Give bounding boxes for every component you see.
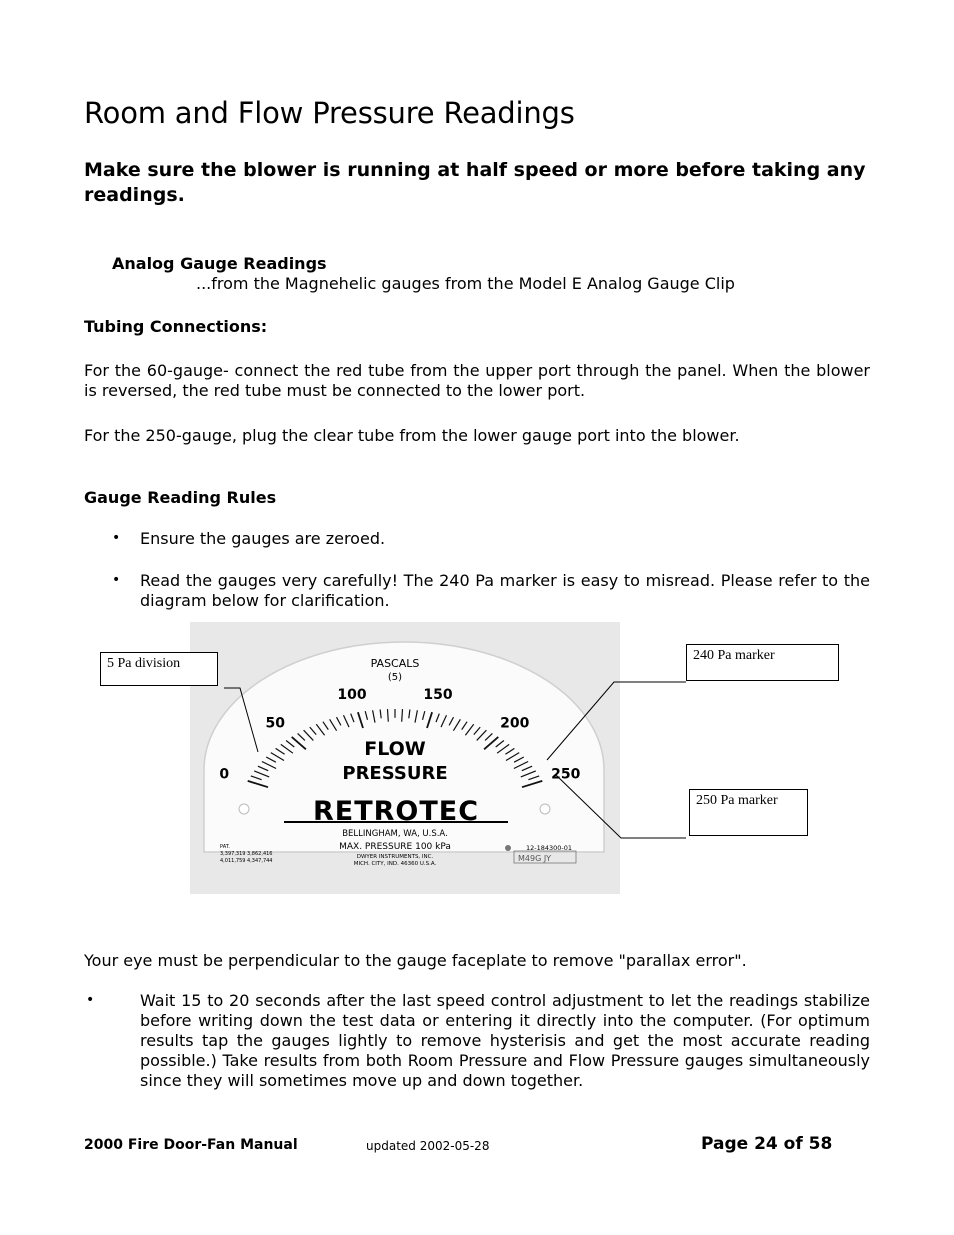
units-sub: (5) (387, 672, 403, 683)
maker-line-2: MICH. CITY, IND. 46360 U.S.A. (353, 861, 437, 867)
gauge-pressure-text: PRESSURE (342, 763, 448, 784)
parallax-note: Your eye must be perpendicular to the gauge faceplate to remove "parallax error". (84, 951, 747, 970)
scale-label: 250 (551, 766, 581, 783)
footer-page-number: Page 24 of 58 (701, 1134, 833, 1154)
location-text: BELLINGHAM, WA, U.S.A. (342, 829, 448, 839)
rule-item: Read the gauges very carefully! The 240 Pa marker is easy to misread. Please refer to the diagram below for clarification. (140, 571, 870, 610)
maker-line-1: DWYER INSTRUMENTS, INC. (356, 854, 434, 860)
analog-heading: Analog Gauge Readings (112, 254, 327, 273)
page-title: Room and Flow Pressure Readings (84, 96, 575, 130)
warning-text: Make sure the blower is running at half speed or more before taking any readings. (84, 159, 866, 206)
callout-5pa-division: 5 Pa division (100, 652, 218, 686)
max-pressure-text: MAX. PRESSURE 100 kPa (339, 842, 451, 852)
tubing-paragraph-1: For the 60-gauge- connect the red tube from the upper port through the panel. When the blower is reversed, the red tube must be connected to the lower port. (84, 361, 870, 400)
code-text: M49G JY (518, 854, 552, 863)
part-number: 12-184300-01 (526, 844, 573, 852)
patent-line-1: PAT. (220, 844, 230, 850)
rules-heading: Gauge Reading Rules (84, 488, 277, 507)
scale-label: 200 (500, 715, 530, 732)
footer-manual-title: 2000 Fire Door-Fan Manual (84, 1137, 298, 1153)
footer-updated-date: updated 2002-05-28 (366, 1139, 490, 1153)
tubing-paragraph-2: For the 250-gauge, plug the clear tube from the lower gauge port into the blower. (84, 426, 740, 445)
gauge-flow-text: FLOW (364, 738, 426, 760)
patent-line-3: 4,011,759 4,347,744 (220, 858, 273, 864)
units-label: PASCALS (370, 657, 420, 670)
wait-instruction: Wait 15 to 20 seconds after the last speed control adjustment to let the readings stabilize before writing down the test data or entering it directly into the computer. (For optimum results tap the gauges lightly to remove hysterisis and get the most accurate reading possible.) Take results from both Room Pressure and Flow Pressure gauges simultaneously since they will sometimes move up and down together. (140, 991, 870, 1090)
patent-line-2: 3,397,319 3,862,416 (220, 851, 273, 857)
leader-250 (556, 775, 686, 838)
bullet-marker: • (112, 530, 121, 546)
scale-label: 0 (219, 766, 230, 783)
brand-logo: RETROTEC (312, 796, 480, 827)
scale-label: 100 (337, 686, 367, 703)
callout-240pa-marker: 240 Pa marker (686, 644, 839, 681)
analog-subtext: ...from the Magnehelic gauges from the Model E Analog Gauge Clip (196, 274, 735, 293)
scale-label: 150 (423, 686, 453, 703)
callout-250pa-marker: 250 Pa marker (689, 789, 808, 836)
leader-division (224, 688, 258, 752)
leader-240 (547, 682, 686, 760)
bullet-marker: • (86, 992, 95, 1008)
bullet-marker: • (112, 572, 121, 588)
rule-item: Ensure the gauges are zeroed. (140, 529, 386, 548)
tubing-heading: Tubing Connections: (84, 317, 268, 336)
scale-label: 50 (265, 715, 285, 732)
